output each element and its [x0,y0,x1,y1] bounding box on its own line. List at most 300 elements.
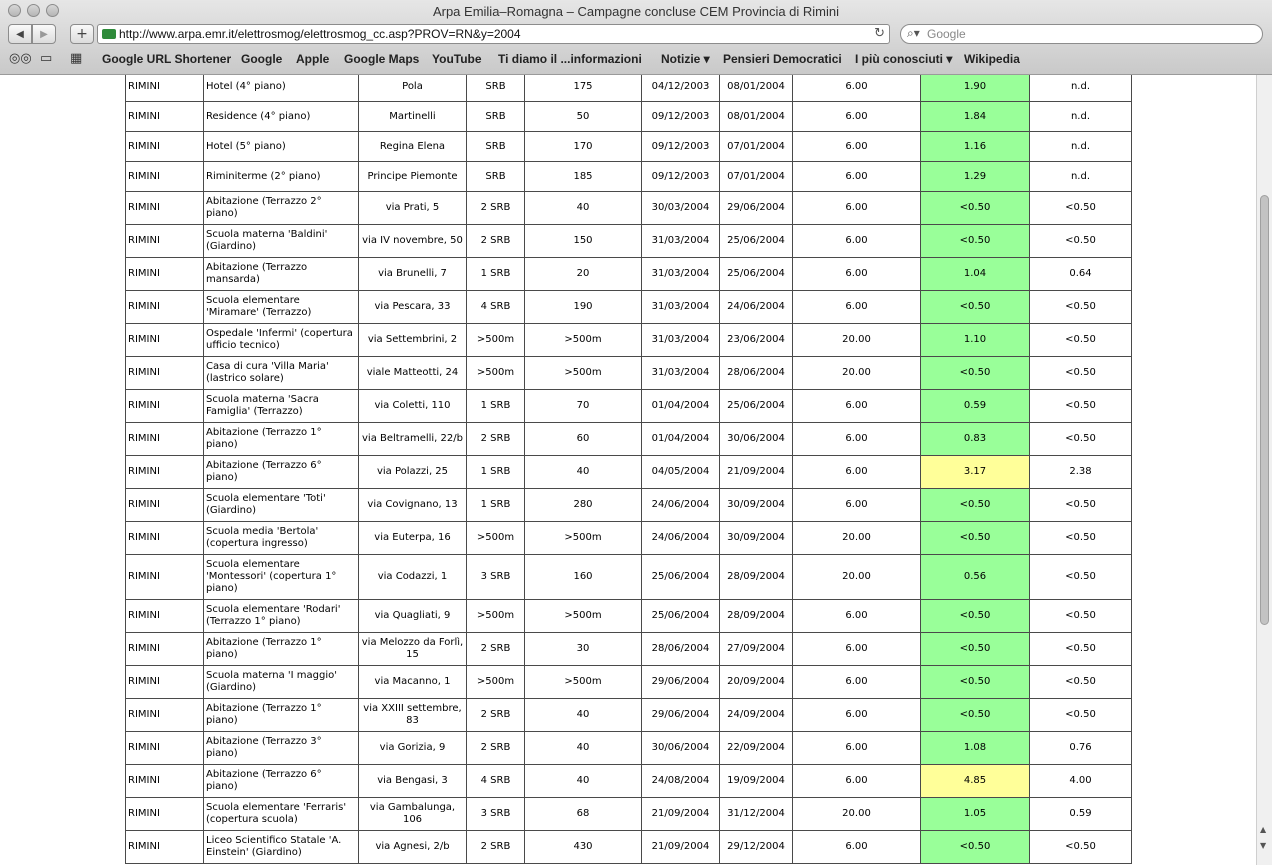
cell-fine: 30/09/2004 [720,489,793,522]
cell-dist: 70 [525,390,642,423]
scroll-down-icon[interactable]: ▼ [1260,841,1267,850]
cell-max: <0.50 [921,666,1030,699]
cell-indirizzo: Martinelli [359,102,467,132]
cell-fine: 07/01/2004 [720,132,793,162]
cell-limite: 6.00 [793,102,921,132]
cell-max: 3.17 [921,456,1030,489]
cell-inizio: 31/03/2004 [642,357,720,390]
cell-indirizzo: via Agnesi, 2/b [359,831,467,864]
cell-luogo: Abitazione (Terrazzo 2° piano) [204,192,359,225]
cell-max: 0.83 [921,423,1030,456]
cell-fine: 29/12/2004 [720,831,793,864]
cell-max: <0.50 [921,357,1030,390]
cell-luogo: Casa di cura 'Villa Maria' (lastrico solare) [204,357,359,390]
cell-srb: 4 SRB [467,765,525,798]
cell-fine: 25/06/2004 [720,390,793,423]
cell-fine: 28/06/2004 [720,357,793,390]
cell-media: n.d. [1030,75,1132,102]
cell-indirizzo: via Settembrini, 2 [359,324,467,357]
search-field[interactable] [900,24,1263,44]
cell-limite: 6.00 [793,600,921,633]
cell-srb: 2 SRB [467,699,525,732]
table-row [126,162,1132,192]
cell-inizio: 01/04/2004 [642,423,720,456]
cell-srb: SRB [467,162,525,192]
table-row [126,798,1132,831]
cell-fine: 30/06/2004 [720,423,793,456]
cell-inizio: 31/03/2004 [642,225,720,258]
cell-max: <0.50 [921,225,1030,258]
cell-fine: 29/06/2004 [720,192,793,225]
cell-max: 1.90 [921,75,1030,102]
cell-limite: 6.00 [793,765,921,798]
cell-dist: 40 [525,732,642,765]
cell-inizio: 04/12/2003 [642,75,720,102]
cell-max: 1.84 [921,102,1030,132]
cell-luogo: Scuola elementare 'Toti' (Giardino) [204,489,359,522]
cell-comune: RIMINI [126,489,204,522]
cell-dist: >500m [525,357,642,390]
cell-luogo: Scuola elementare 'Ferraris' (copertura scuola) [204,798,359,831]
table-row [126,192,1132,225]
cell-fine: 24/06/2004 [720,291,793,324]
cell-indirizzo: via Quagliati, 9 [359,600,467,633]
table-row [126,291,1132,324]
cell-indirizzo: Regina Elena [359,132,467,162]
cell-luogo: Abitazione (Terrazzo 1° piano) [204,423,359,456]
cell-limite: 6.00 [793,390,921,423]
table-row [126,666,1132,699]
cell-inizio: 09/12/2003 [642,162,720,192]
cell-dist: 185 [525,162,642,192]
cell-limite: 20.00 [793,522,921,555]
cell-limite: 6.00 [793,162,921,192]
cell-media: 4.00 [1030,765,1132,798]
cell-comune: RIMINI [126,162,204,192]
cell-indirizzo: via Macanno, 1 [359,666,467,699]
cell-fine: 08/01/2004 [720,75,793,102]
cell-indirizzo: via Gorizia, 9 [359,732,467,765]
cell-luogo: Scuola materna 'Baldini' (Giardino) [204,225,359,258]
cell-luogo: Scuola materna 'Sacra Famiglia' (Terrazzo) [204,390,359,423]
cell-fine: 25/06/2004 [720,225,793,258]
cell-max: 1.16 [921,132,1030,162]
table-row [126,732,1132,765]
cell-max: <0.50 [921,291,1030,324]
cell-dist: 430 [525,831,642,864]
site-favicon-icon [102,29,116,39]
cell-inizio: 25/06/2004 [642,555,720,600]
table-row [126,390,1132,423]
bookmark-folder[interactable]: Notizie ▾ [661,52,710,66]
cell-srb: >500m [467,666,525,699]
cell-indirizzo: Principe Piemonte [359,162,467,192]
forward-button[interactable] [32,24,56,44]
cell-srb: 2 SRB [467,225,525,258]
cell-comune: RIMINI [126,555,204,600]
cell-inizio: 29/06/2004 [642,666,720,699]
cell-srb: SRB [467,102,525,132]
cell-fine: 23/06/2004 [720,324,793,357]
vertical-scrollbar[interactable] [1256,75,1272,865]
bookmark-item[interactable]: Apple [296,52,330,66]
cell-fine: 07/01/2004 [720,162,793,192]
cell-dist: 50 [525,102,642,132]
cell-max: <0.50 [921,633,1030,666]
forward-arrow-icon: ▶ [40,28,48,40]
cell-luogo: Abitazione (Terrazzo 6° piano) [204,456,359,489]
cell-fine: 19/09/2004 [720,765,793,798]
cell-media: 0.76 [1030,732,1132,765]
cell-dist: 40 [525,456,642,489]
cell-comune: RIMINI [126,633,204,666]
cell-max: 1.05 [921,798,1030,831]
cell-max: <0.50 [921,600,1030,633]
bookmark-item[interactable]: Google [241,52,283,66]
scrollbar-thumb[interactable] [1260,195,1269,625]
table-row [126,456,1132,489]
cell-dist: 20 [525,258,642,291]
cell-media: <0.50 [1030,357,1132,390]
cell-dist: 150 [525,225,642,258]
cell-comune: RIMINI [126,600,204,633]
cell-comune: RIMINI [126,798,204,831]
cell-inizio: 04/05/2004 [642,456,720,489]
table-row [126,258,1132,291]
cell-limite: 6.00 [793,192,921,225]
cell-srb: 2 SRB [467,192,525,225]
cell-srb: >500m [467,357,525,390]
cell-max: 0.59 [921,390,1030,423]
cell-srb: 2 SRB [467,423,525,456]
cell-limite: 6.00 [793,666,921,699]
cell-luogo: Scuola media 'Bertola' (copertura ingresso) [204,522,359,555]
cell-comune: RIMINI [126,522,204,555]
bookmark-item[interactable]: Pensieri Democratici [723,52,842,66]
cell-srb: >500m [467,522,525,555]
cell-dist: >500m [525,600,642,633]
bookmark-item[interactable]: Ti diamo il ...informazioni [498,52,642,66]
cell-media: <0.50 [1030,555,1132,600]
cell-fine: 22/09/2004 [720,732,793,765]
cell-srb: 2 SRB [467,732,525,765]
url-text[interactable]: http://www.arpa.emr.it/elettrosmog/elettrosmog_cc.asp?PROV=RN&y=2004 [119,27,521,41]
cell-comune: RIMINI [126,132,204,162]
cell-srb: 4 SRB [467,291,525,324]
cell-inizio: 31/03/2004 [642,324,720,357]
table-row [126,357,1132,390]
cell-indirizzo: via Bengasi, 3 [359,765,467,798]
cell-luogo: Scuola elementare 'Montessori' (copertura 1° piano) [204,555,359,600]
cell-fine: 08/01/2004 [720,102,793,132]
table-row [126,699,1132,732]
cell-max: 4.85 [921,765,1030,798]
cell-dist: 30 [525,633,642,666]
cell-dist: 40 [525,699,642,732]
table-row [126,600,1132,633]
cell-limite: 6.00 [793,456,921,489]
cell-fine: 31/12/2004 [720,798,793,831]
cell-max: <0.50 [921,489,1030,522]
search-icon: ⌕▾ [907,26,920,40]
campaigns-table [125,75,1132,864]
cell-inizio: 31/03/2004 [642,291,720,324]
browser-chrome [0,0,1272,75]
cell-limite: 6.00 [793,258,921,291]
cell-dist: >500m [525,324,642,357]
cell-comune: RIMINI [126,666,204,699]
table-row [126,522,1132,555]
cell-luogo: Liceo Scientifico Statale 'A. Einstein' (Giardino) [204,831,359,864]
cell-luogo: Scuola materna 'I maggio' (Giardino) [204,666,359,699]
cell-inizio: 30/03/2004 [642,192,720,225]
cell-luogo: Hotel (5° piano) [204,132,359,162]
cell-media: <0.50 [1030,633,1132,666]
cell-dist: 60 [525,423,642,456]
cell-limite: 6.00 [793,132,921,162]
cell-limite: 20.00 [793,324,921,357]
cell-inizio: 09/12/2003 [642,102,720,132]
cell-max: 1.10 [921,324,1030,357]
table-row [126,324,1132,357]
cell-srb: 1 SRB [467,489,525,522]
cell-indirizzo: via Beltramelli, 22/b [359,423,467,456]
cell-srb: 2 SRB [467,831,525,864]
cell-fine: 28/09/2004 [720,600,793,633]
cell-luogo: Residence (4° piano) [204,102,359,132]
cell-media: <0.50 [1030,489,1132,522]
add-bookmark-button[interactable] [70,24,94,44]
cell-indirizzo: via Codazzi, 1 [359,555,467,600]
cell-fine: 30/09/2004 [720,522,793,555]
cell-comune: RIMINI [126,732,204,765]
table-row [126,132,1132,162]
cell-comune: RIMINI [126,291,204,324]
cell-media: <0.50 [1030,390,1132,423]
cell-indirizzo: via Brunelli, 7 [359,258,467,291]
cell-luogo: Scuola elementare 'Rodari' (Terrazzo 1° piano) [204,600,359,633]
scroll-up-icon[interactable]: ▲ [1260,825,1267,834]
bookmark-item[interactable]: Google URL Shortener [102,52,232,66]
cell-media: <0.50 [1030,291,1132,324]
cell-limite: 20.00 [793,357,921,390]
cell-media: <0.50 [1030,666,1132,699]
cell-inizio: 25/06/2004 [642,600,720,633]
navigation-toolbar [0,23,1272,47]
cell-luogo: Abitazione (Terrazzo 6° piano) [204,765,359,798]
cell-comune: RIMINI [126,258,204,291]
cell-inizio: 21/09/2004 [642,831,720,864]
cell-comune: RIMINI [126,831,204,864]
cell-indirizzo: via IV novembre, 50 [359,225,467,258]
cell-fine: 25/06/2004 [720,258,793,291]
search-placeholder: Google [927,27,966,41]
cell-luogo: Abitazione (Terrazzo 3° piano) [204,732,359,765]
cell-max: 1.29 [921,162,1030,192]
cell-inizio: 21/09/2004 [642,798,720,831]
cell-fine: 24/09/2004 [720,699,793,732]
cell-fine: 21/09/2004 [720,456,793,489]
cell-comune: RIMINI [126,102,204,132]
page-content [0,75,1256,865]
cell-comune: RIMINI [126,192,204,225]
cell-indirizzo: Pola [359,75,467,102]
cell-dist: 68 [525,798,642,831]
table-row [126,765,1132,798]
cell-indirizzo: viale Matteotti, 24 [359,357,467,390]
cell-fine: 28/09/2004 [720,555,793,600]
cell-inizio: 24/06/2004 [642,489,720,522]
cell-comune: RIMINI [126,456,204,489]
cell-inizio: 24/08/2004 [642,765,720,798]
cell-srb: 1 SRB [467,390,525,423]
cell-max: <0.50 [921,192,1030,225]
cell-max: <0.50 [921,831,1030,864]
cell-dist: >500m [525,522,642,555]
cell-indirizzo: via XXIII settembre, 83 [359,699,467,732]
cell-media: <0.50 [1030,192,1132,225]
cell-srb: 2 SRB [467,633,525,666]
cell-media: 0.64 [1030,258,1132,291]
cell-inizio: 30/06/2004 [642,732,720,765]
cell-media: <0.50 [1030,225,1132,258]
table-row [126,555,1132,600]
cell-comune: RIMINI [126,390,204,423]
cell-luogo: Abitazione (Terrazzo 1° piano) [204,699,359,732]
cell-inizio: 01/04/2004 [642,390,720,423]
cell-media: <0.50 [1030,324,1132,357]
cell-srb: 3 SRB [467,555,525,600]
cell-limite: 6.00 [793,633,921,666]
cell-dist: >500m [525,666,642,699]
cell-srb: >500m [467,600,525,633]
table-row [126,633,1132,666]
cell-limite: 6.00 [793,75,921,102]
bookmark-item[interactable]: Wikipedia [964,52,1020,66]
table-row [126,423,1132,456]
cell-srb: 1 SRB [467,258,525,291]
cell-limite: 20.00 [793,555,921,600]
cell-luogo: Abitazione (Terrazzo mansarda) [204,258,359,291]
cell-dist: 160 [525,555,642,600]
cell-indirizzo: via Gambalunga, 106 [359,798,467,831]
bookmark-item[interactable]: Google Maps [344,52,420,66]
plus-icon: + [76,26,88,42]
cell-luogo: Riminiterme (2° piano) [204,162,359,192]
title-bar [0,0,1272,22]
cell-srb: 1 SRB [467,456,525,489]
address-bar[interactable] [97,24,890,44]
cell-inizio: 29/06/2004 [642,699,720,732]
bookmark-item[interactable]: YouTube [432,52,482,66]
cell-indirizzo: via Polazzi, 25 [359,456,467,489]
cell-max: <0.50 [921,699,1030,732]
cell-media: <0.50 [1030,699,1132,732]
cell-comune: RIMINI [126,225,204,258]
cell-comune: RIMINI [126,357,204,390]
cell-media: 2.38 [1030,456,1132,489]
cell-media: n.d. [1030,162,1132,192]
cell-limite: 6.00 [793,423,921,456]
cell-indirizzo: via Coletti, 110 [359,390,467,423]
cell-media: 0.59 [1030,798,1132,831]
cell-media: <0.50 [1030,423,1132,456]
cell-media: <0.50 [1030,600,1132,633]
cell-limite: 6.00 [793,699,921,732]
cell-indirizzo: via Prati, 5 [359,192,467,225]
reading-list-icon[interactable]: ◎◎ [9,51,32,66]
table-row [126,75,1132,102]
top-sites-grid-icon[interactable]: ▦ [70,51,83,66]
table-row [126,225,1132,258]
cell-limite: 20.00 [793,798,921,831]
back-button[interactable] [8,24,32,44]
cell-fine: 27/09/2004 [720,633,793,666]
cell-indirizzo: via Melozzo da Forlì, 15 [359,633,467,666]
back-arrow-icon: ◀ [16,28,24,40]
cell-limite: 6.00 [793,489,921,522]
cell-comune: RIMINI [126,423,204,456]
cell-indirizzo: via Pescara, 33 [359,291,467,324]
cell-indirizzo: via Euterpa, 16 [359,522,467,555]
cell-comune: RIMINI [126,75,204,102]
cell-fine: 20/09/2004 [720,666,793,699]
cell-dist: 175 [525,75,642,102]
cell-inizio: 31/03/2004 [642,258,720,291]
cell-inizio: 28/06/2004 [642,633,720,666]
cell-media: <0.50 [1030,522,1132,555]
reload-icon[interactable]: ↻ [874,26,885,41]
cell-srb: >500m [467,324,525,357]
cell-dist: 190 [525,291,642,324]
table-body [126,75,1132,864]
cell-srb: SRB [467,75,525,102]
cell-media: n.d. [1030,132,1132,162]
cell-srb: SRB [467,132,525,162]
cell-luogo: Hotel (4° piano) [204,75,359,102]
cell-max: 1.04 [921,258,1030,291]
cell-limite: 6.00 [793,732,921,765]
cell-limite: 6.00 [793,225,921,258]
cell-comune: RIMINI [126,324,204,357]
cell-limite: 6.00 [793,291,921,324]
bookmark-folder[interactable]: I più conosciuti ▾ [855,52,953,66]
table-row [126,102,1132,132]
table-row [126,831,1132,864]
cell-srb: 3 SRB [467,798,525,831]
cell-luogo: Ospedale 'Infermi' (copertura ufficio tecnico) [204,324,359,357]
cell-luogo: Abitazione (Terrazzo 1° piano) [204,633,359,666]
cell-dist: 170 [525,132,642,162]
cell-inizio: 24/06/2004 [642,522,720,555]
cell-max: 0.56 [921,555,1030,600]
cell-media: <0.50 [1030,831,1132,864]
cell-dist: 40 [525,192,642,225]
cell-luogo: Scuola elementare 'Miramare' (Terrazzo) [204,291,359,324]
cell-max: 1.08 [921,732,1030,765]
cell-limite: 6.00 [793,831,921,864]
table-row [126,489,1132,522]
cell-indirizzo: via Covignano, 13 [359,489,467,522]
cell-comune: RIMINI [126,699,204,732]
cell-comune: RIMINI [126,765,204,798]
window-title: Arpa Emilia–Romagna – Campagne concluse CEM Provincia di Rimini [432,4,840,19]
bookmarks-bar [0,49,1272,71]
cell-media: n.d. [1030,102,1132,132]
cell-inizio: 09/12/2003 [642,132,720,162]
bookmarks-book-icon[interactable]: ▭ [40,51,53,66]
cell-dist: 40 [525,765,642,798]
